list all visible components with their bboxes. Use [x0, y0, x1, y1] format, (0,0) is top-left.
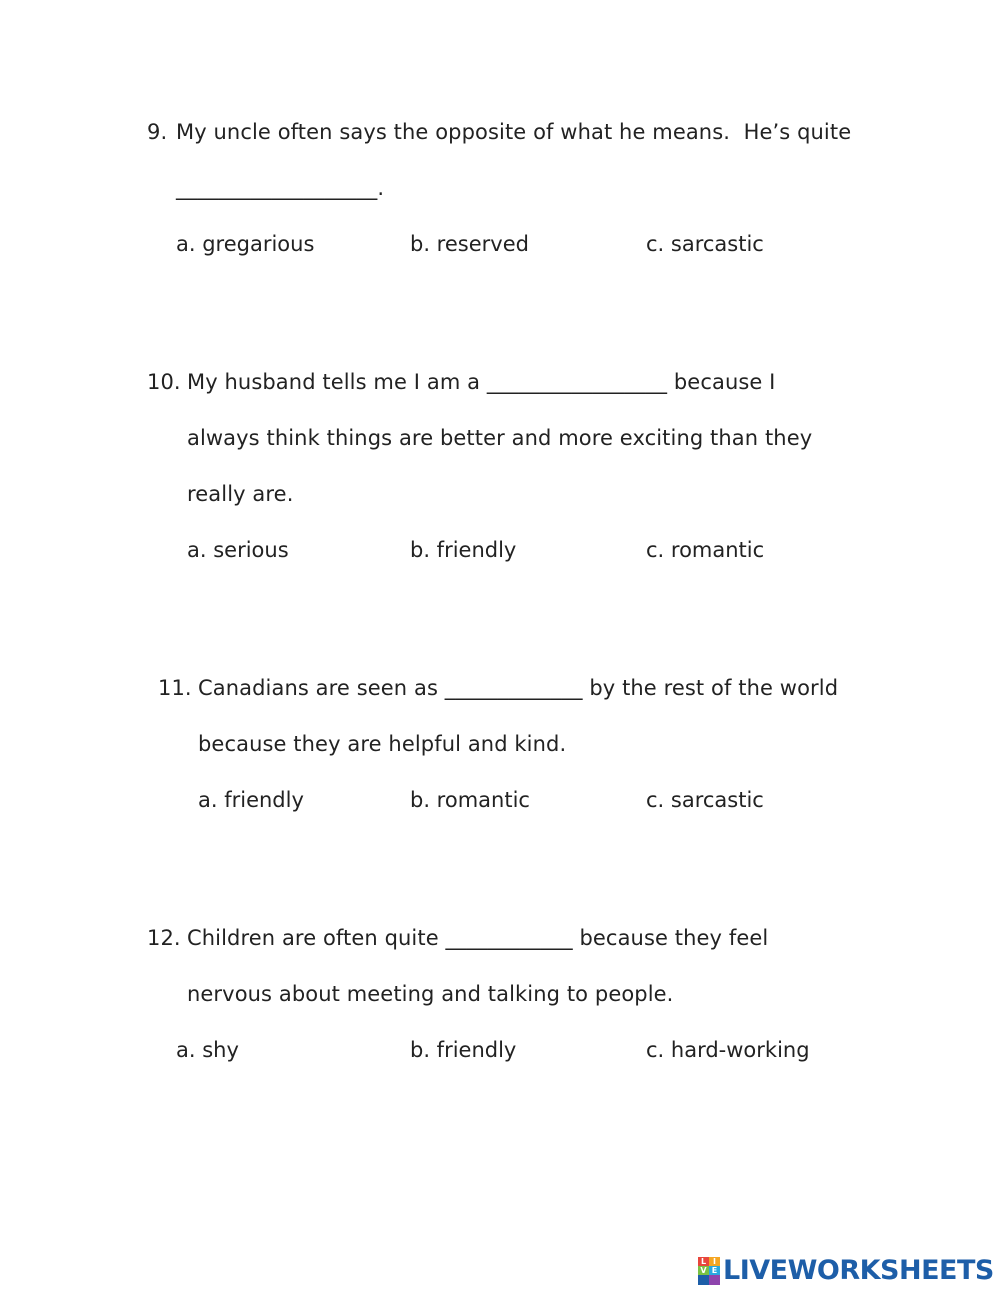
- logo-text: LIVEWORKSHEETS: [723, 1255, 994, 1286]
- question-number: 10.: [147, 370, 181, 394]
- question-text: always think things are better and more exciting than they: [187, 426, 813, 450]
- logo-letter: I: [709, 1257, 720, 1266]
- question-text: Children are often quite ____________ because they feel: [187, 926, 769, 950]
- logo-letter: E: [709, 1266, 720, 1275]
- option-b[interactable]: b. romantic: [410, 788, 530, 812]
- option-a[interactable]: a. gregarious: [176, 232, 315, 256]
- logo-block: [709, 1275, 720, 1285]
- option-c[interactable]: c. hard-working: [646, 1038, 810, 1062]
- logo-block: [698, 1275, 709, 1285]
- option-b[interactable]: b. friendly: [410, 1038, 517, 1062]
- question-text: My husband tells me I am a _________________ because I: [187, 370, 776, 394]
- logo-mark-icon: [698, 1257, 720, 1285]
- question-text: really are.: [187, 482, 294, 506]
- question-text: nervous about meeting and talking to people.: [187, 982, 674, 1006]
- option-c[interactable]: c. romantic: [646, 538, 765, 562]
- logo-letter: V: [698, 1266, 709, 1275]
- question-text: Canadians are seen as _____________ by the rest of the world: [198, 676, 839, 700]
- option-b[interactable]: b. friendly: [410, 538, 517, 562]
- question-text: My uncle often says the opposite of what he means. He’s quite: [176, 120, 852, 144]
- option-a[interactable]: a. friendly: [198, 788, 304, 812]
- option-a[interactable]: a. serious: [187, 538, 289, 562]
- question-number: 9.: [147, 120, 168, 144]
- option-c[interactable]: c. sarcastic: [646, 788, 764, 812]
- question-text: because they are helpful and kind.: [198, 732, 567, 756]
- option-c[interactable]: c. sarcastic: [646, 232, 764, 256]
- option-b[interactable]: b. reserved: [410, 232, 529, 256]
- question-number: 12.: [147, 926, 181, 950]
- logo-letter: L: [698, 1257, 709, 1266]
- liveworksheets-logo: [698, 1255, 994, 1287]
- option-a[interactable]: a. shy: [176, 1038, 239, 1062]
- question-text-blank: ___________________.: [176, 176, 385, 200]
- question-number: 11.: [158, 676, 192, 700]
